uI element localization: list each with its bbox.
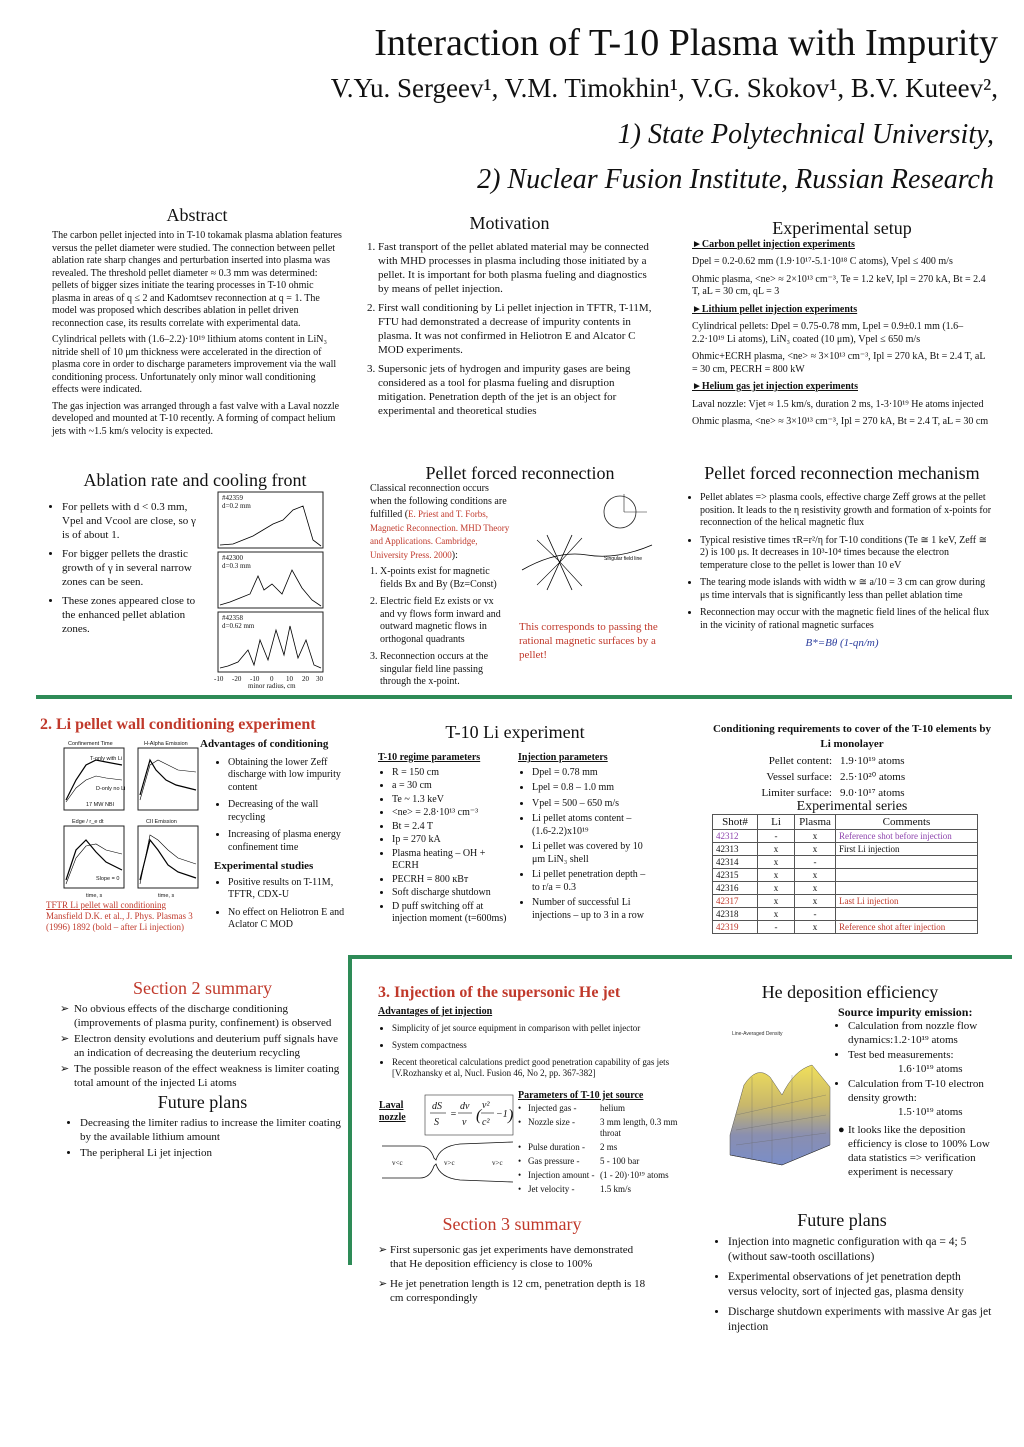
series-cell-plasma: x [795, 921, 836, 934]
series-cell-shot: 42318 [713, 908, 758, 921]
divider-top [36, 695, 1012, 699]
setup-he-heading: ►Helium gas jet injection experiments [692, 381, 858, 392]
setup-heading: Experimental setup [772, 218, 912, 238]
series-cell-li: - [758, 830, 795, 843]
series-cell-plasma: x [795, 869, 836, 882]
bullet-icon: • [518, 1156, 522, 1166]
series-cell-comment [836, 908, 978, 921]
mechanism-item: • Reconnection may occur with the magnetic field lines of the helical flux in the vicinity of rational magnetic surfaces [700, 607, 992, 632]
tftr-label: D-only no Li [96, 786, 126, 792]
heeff-item: Calculation from nozzle flow dynamics: [848, 1020, 978, 1046]
source-emission-heading: Source impurity emission: [838, 1005, 973, 1019]
abstract-section [52, 205, 342, 442]
series-cell-comment: Reference shot before injection [836, 830, 978, 843]
he-density-plot [722, 1025, 838, 1185]
mechanism-item: • The tearing mode islands with width w ≅ a/10 = 3 cm can grow during μs time intervals that is significantly less than pellet ablation time [700, 577, 992, 602]
series-cell-plasma: - [795, 856, 836, 869]
s3sum-item: First supersonic gas jet experiments have demonstrated that He deposition efficiency is close to 100% [390, 1244, 634, 1270]
divider-mid [348, 955, 1012, 959]
svg-text:): ) [508, 1107, 514, 1124]
jet-param-row [518, 1156, 693, 1167]
t10-regime-item: • <ne> = 2.8·10¹³ cm⁻³ [392, 807, 513, 820]
t10-regime-item: • Ip = 270 kA [392, 834, 513, 847]
jet-param-row [518, 1184, 693, 1195]
jet-param-key: Jet velocity - [528, 1184, 575, 1194]
ablation-xtick: 20 [302, 675, 309, 683]
series-heading: Experimental series [796, 799, 908, 814]
tftr-label: Slope = 0 [96, 876, 120, 882]
svg-text:dv: dv [460, 1101, 470, 1112]
svg-text:v: v [462, 1117, 467, 1128]
s2-future-item: • The peripheral Li jet injection [80, 1146, 345, 1160]
arrow-icon: ➢ [60, 1003, 70, 1015]
series-cell-li: x [758, 856, 795, 869]
tftr-figure [46, 740, 206, 900]
t10-inj-heading: Injection parameters [518, 752, 608, 763]
series-cell-plasma: x [795, 830, 836, 843]
tftr-label: 17 MW NBI [86, 802, 115, 808]
svg-text:c²: c² [482, 1117, 490, 1128]
he-plot-title: Line-Averaged Density [732, 1031, 783, 1037]
series-cell-plasma: x [795, 895, 836, 908]
series-cell-li: x [758, 869, 795, 882]
reconnection-diagram [512, 490, 662, 605]
reconnection-item: 1. X-points exist for magnetic fields Bx and By (Bz=Const) [380, 566, 510, 591]
li-wall-advantages [200, 738, 348, 937]
series-row [713, 856, 978, 869]
series-cell-comment: Reference shot after injection [836, 921, 978, 934]
series-cell-li: x [758, 908, 795, 921]
ablation-item: • For pellets with d < 0.3 mm, Vpel and Vcool are close, so γ is of about 1. [62, 500, 202, 542]
cond-label: Vessel surface: [766, 771, 832, 783]
poster-authors: V.Yu. Sergeev¹, V.M. Timokhin¹, V.G. Skokov¹, B.V. Kuteev², [330, 73, 998, 103]
t10-inj-item: • Li pellet was covered by 10 μm LiN₃ shell [532, 841, 653, 866]
hejet-adv-item: • Recent theoretical calculations predict good penetration capability of gas jets [V.Rozhansky et al, Nucl. Fusion 46, No 2, pp. 367-382] [392, 1057, 688, 1079]
jet-params-heading: Parameters of T-10 jet source [518, 1090, 644, 1101]
t10-inj-item: • Vpel = 500 – 650 m/s [532, 798, 653, 811]
mechanism-formula: B*=Bθ (1-qn/m) [805, 637, 879, 649]
t10-inj-item: • Number of successful Li injections – up to 3 in a row [532, 897, 653, 922]
svg-text:(: ( [476, 1107, 482, 1124]
arrow-icon: ➢ [378, 1244, 388, 1256]
t10-regime-item: • Plasma heating – OH + ECRH [392, 848, 513, 873]
s2sum-heading: Section 2 summary [133, 978, 272, 998]
heeff-item-value: 1.6·10¹⁹ atoms [898, 1063, 963, 1075]
series-cell-plasma: - [795, 908, 836, 921]
conditioning-heading: Conditioning requirements to cover of the T-10 elements by Li monolayer [712, 723, 992, 750]
svg-text:S: S [434, 1117, 439, 1128]
ablation-panel-1-d: d=0.2 mm [222, 502, 251, 510]
t10-regime-item: • Soft discharge shutdown [392, 887, 513, 900]
s3sum-heading: Section 3 summary [442, 1214, 582, 1234]
nozzle-label: v>c [492, 1159, 503, 1167]
series-table [712, 814, 978, 934]
tftr-panel-title: Confinement Time [68, 741, 113, 747]
series-cell-plasma: x [795, 882, 836, 895]
cond-value: 9.0·10¹⁷ atoms [840, 787, 905, 799]
s2sum-item: Electron density evolutions and deuterium puff signals have an indication of decreasing the deuterium recycling [74, 1033, 339, 1059]
li-adv-heading: Advantages of conditioning [200, 738, 329, 750]
t10-regime [378, 752, 513, 927]
hejet-adv-item: • Simplicity of jet source equipment in comparison with pellet injector [392, 1023, 688, 1034]
col-shot: Shot# [713, 815, 758, 830]
motivation-item: 1. Fast transport of the pellet ablated material may be connected with MHD processes in plasma including those initiated by a pellet. It is important for both plasma fueling and diagnostics by means of pellet injection. [378, 240, 657, 296]
tftr-label: T-only with Li [90, 756, 123, 762]
ablation-panel-2-d: d=0.3 mm [222, 562, 251, 570]
setup-li-2: Ohmic+ECRH plasma, <ne> ≈ 3×10¹³ cm⁻³, Ipl = 270 kA, Bt = 2.4 T, aL = 30 cm, PECRH = 800 kW [692, 351, 986, 375]
jet-params [518, 1090, 693, 1198]
jet-param-key: Gas pressure - [528, 1156, 580, 1166]
li-adv-item: • Increasing of plasma energy confinement time [228, 829, 348, 854]
t10li-heading: T-10 Li experiment [445, 722, 585, 742]
tftr-ref-title: TFTR Li pellet wall conditioning [46, 900, 166, 910]
series-cell-shot: 42312 [713, 830, 758, 843]
ablation-heading: Ablation rate and cooling front [83, 470, 307, 490]
setup-he-1: Laval nozzle: Vjet ≈ 1.5 km/s, duration 2 ms, 1-3·10¹⁹ He atoms injected [692, 398, 984, 410]
abstract-heading: Abstract [166, 205, 228, 225]
series-cell-shot: 42317 [713, 895, 758, 908]
series-cell-shot: 42315 [713, 869, 758, 882]
jet-param-row [518, 1103, 693, 1114]
li-adv-item: • Obtaining the lower Zeff discharge with low impurity content [228, 757, 348, 795]
series-row [713, 908, 978, 921]
li-studies-heading: Experimental studies [214, 860, 314, 872]
mechanism-heading: Pellet forced reconnection mechanism [704, 463, 980, 483]
motivation-heading: Motivation [469, 213, 550, 233]
heeff-heading: He deposition efficiency [761, 982, 939, 1002]
arrow-icon: ➢ [60, 1033, 70, 1045]
heeff-item: Test bed measurements: [848, 1049, 954, 1061]
ablation-panel-1-shot: #42359 [222, 494, 243, 502]
series-cell-shot: 42314 [713, 856, 758, 869]
s3sum-item: He jet penetration length is 12 cm, penetration depth is 18 cm correspondingly [390, 1278, 646, 1304]
conditioning-section [712, 722, 992, 815]
heeff-item-value: 1.5·10¹⁹ atoms [898, 1106, 963, 1118]
tftr-panel-title: H-Alpha Emission [144, 741, 188, 747]
t10-regime-item: • PECRH = 800 кВт [392, 874, 513, 887]
ablation-figure [198, 490, 338, 690]
jet-param-key: Nozzle size - [528, 1117, 575, 1127]
t10-inj-item: • Li pellet atoms content – (1.6-2.2)x10¹⁹ [532, 813, 653, 838]
tftr-panel-title: Edge / r_e dt [72, 819, 104, 825]
hejet-section [378, 984, 688, 1084]
jet-param-value: 1.5 km/s [600, 1184, 632, 1194]
ablation-item: • For bigger pellets the drastic growth of γ in several narrow zones can be seen. [62, 547, 202, 589]
t10-inj-item: • Dpel = 0.78 mm [532, 767, 653, 780]
abstract-p2: Cylindrical pellets with (1.6–2.2)·10¹⁹ lithium atoms content in LiN₃ nitride shell of 10 μm thickness were accelerated in the direction of plasma core in order to discharge parameters improvement via the wall conditioning process. Unfortunately only minor wall conditioning effects were indicated. [52, 334, 337, 395]
ablation-item: • These zones appeared close to the enhanced pellet ablation zones. [62, 594, 202, 636]
setup-li-heading: ►Lithium pellet injection experiments [692, 303, 858, 315]
mechanism-item: • Pellet ablates => plasma cools, effective charge Zeff grows at the pellet position. It leads to the η resistivity growth and formation of x-points for reconnection of the helical magnetic flux [700, 492, 992, 530]
ablation-xtick: 30 [316, 675, 323, 683]
bullet-icon: • [518, 1170, 522, 1180]
s2sum-item: The possible reason of the effect weakness is limiter coating total amount of the injected Li atoms [74, 1063, 340, 1089]
reconnection-text [370, 483, 510, 694]
hejet-adv-heading: Advantages of jet injection [378, 1006, 493, 1017]
ablation-xlabel: minor radius, cm [248, 682, 296, 690]
tftr-ref-citation: Mansfield D.K. et al., J. Phys. Plasmas 3 (1996) 1892 (bold – after Li injection) [46, 911, 193, 932]
laval-nozzle-diagram [380, 1140, 515, 1185]
jet-param-value: 2 ms [600, 1142, 618, 1152]
series-cell-shot: 42313 [713, 843, 758, 856]
jet-param-row [518, 1117, 693, 1139]
reconnection-intro-end: ): [451, 549, 458, 561]
jet-param-row [518, 1142, 693, 1153]
ablation-list [52, 500, 202, 641]
series-cell-shot: 42316 [713, 882, 758, 895]
nozzle-label: v<c [392, 1159, 403, 1167]
reconnection-intro: Classical reconnection occurs when the following conditions are fulfilled ( [370, 483, 507, 520]
future3-section [712, 1210, 992, 1340]
setup-carbon-heading: ►Carbon pellet injection experiments [692, 238, 855, 250]
tftr-ref [46, 900, 206, 933]
ablation-panel-2-shot: #42300 [222, 554, 243, 562]
setup-li-1: Cylindrical pellets: Dpel = 0.75-0.78 mm, Lpel = 0.9±0.1 mm (1.6–2.2·10¹⁹ Li atoms), LiN₃ coated (10 μm), Vpel ≤ 650 m/s [692, 321, 964, 345]
abstract-p3: The gas injection was arranged through a fast valve with a Laval nozzle developed and mounted at T-10 recently. A forming of compact helium jets with ~1.5 km/s velocity is expected. [52, 400, 340, 437]
bullet-icon: • [518, 1184, 522, 1194]
hejet-heading: 3. Injection of the supersonic He jet [378, 984, 621, 1001]
motivation-item: 2. First wall conditioning by Li pellet injection in TFTR, T-11M, FTU had demonstrated a decrease of impurity contents in plasma. It was not confirmed in Heliotron E and Alcator C MOD experiments. [378, 301, 657, 357]
ablation-panel-3-d: d=0.62 mm [222, 622, 255, 630]
series-cell-li: x [758, 843, 795, 856]
arrow-icon: ➢ [60, 1063, 70, 1075]
tftr-panel-title: CII Emission [146, 819, 177, 825]
t10-regime-item: • Te ~ 1.3 keV [392, 794, 513, 807]
setup-carbon-2: Ohmic plasma, <ne> ≈ 2×10¹³ cm⁻³, Te = 1.2 keV, Ipl = 270 kA, Bt = 2.4 T, aL = 30 cm, qL = 3 [692, 273, 986, 297]
motivation-section [362, 213, 657, 423]
bullet-icon: • [518, 1142, 522, 1152]
hejet-adv-item: • System compactness [392, 1040, 688, 1051]
t10-regime-item: • a = 30 cm [392, 780, 513, 793]
series-row [713, 882, 978, 895]
affiliation-1: 1) State Polytechnical University, [617, 119, 994, 150]
reconnection-note: This corresponds to passing the rational magnetic surfaces by a pellet! [519, 621, 658, 661]
heeff-text [838, 1005, 998, 1179]
bullet-icon: ● [838, 1124, 845, 1136]
reconnection-heading: Pellet forced reconnection [425, 463, 615, 483]
svg-text:=: = [450, 1109, 457, 1120]
cond-value: 1.9·10¹⁹ atoms [840, 755, 905, 767]
t10-injection [518, 752, 653, 925]
future3-heading: Future plans [797, 1210, 887, 1230]
ablation-xtick: 0 [270, 675, 274, 683]
col-plasma: Plasma [795, 815, 836, 830]
jet-param-value: (1 - 20)·10¹⁹ atoms [600, 1170, 669, 1180]
singular-field-line-label: Singular field line [604, 556, 643, 562]
li-adv-item: • Decreasing of the wall recycling [228, 799, 348, 824]
li-studies-item: • No effect on Heliotron E and Aclator C MOD [228, 907, 348, 932]
reconnection-item: 2. Electric field Ez exists or vx and vy flows form inward and outward magnetic flows in orthogonal quadrants [380, 596, 510, 646]
setup-carbon-1: Dpel = 0.2-0.62 mm (1.9·10¹⁷-5.1·10¹⁸ C atoms), Vpel ≤ 400 m/s [692, 256, 953, 267]
future3-item: • Discharge shutdown experiments with massive Ar gas jet injection [728, 1305, 992, 1335]
series-cell-comment [836, 869, 978, 882]
li-wall-heading: 2. Li pellet wall conditioning experiment [40, 716, 316, 733]
divider-vertical [348, 955, 352, 1265]
ablation-xtick: 10 [286, 675, 293, 683]
series-cell-plasma: x [795, 843, 836, 856]
tftr-xlabel: time, s [158, 893, 175, 899]
laval-label: Laval nozzle [379, 1100, 406, 1123]
bullet-icon: • [518, 1117, 522, 1127]
s2-future-heading: Future plans [157, 1092, 248, 1112]
cond-label: Limiter surface: [761, 787, 832, 799]
series-cell-comment: First Li injection [836, 843, 978, 856]
t10-inj-item: • Lpel = 0.8 – 1.0 mm [532, 782, 653, 795]
t10-regime-heading: T-10 regime parameters [378, 752, 481, 763]
jet-param-value: 3 mm length, 0.3 mm throat [600, 1117, 678, 1138]
ablation-xtick: -20 [232, 675, 242, 683]
series-cell-li: x [758, 895, 795, 908]
heeff-item-value: 1.2·10¹⁹ atoms [893, 1034, 958, 1046]
series-row [713, 869, 978, 882]
jet-param-key: Pulse duration - [528, 1142, 585, 1152]
series-row [713, 921, 978, 934]
series-cell-comment [836, 882, 978, 895]
setup-section [692, 218, 992, 434]
t10-regime-item: • D puff switching off at injection moment (t=600ms) [392, 901, 513, 926]
t10-regime-item: • Bt = 2.4 T [392, 821, 513, 834]
jet-param-row [518, 1170, 693, 1181]
affiliation-2: 2) Nuclear Fusion Institute, Russian Research [477, 164, 994, 195]
series-table-wrap [712, 814, 978, 934]
svg-text:dS: dS [432, 1101, 442, 1112]
t10-inj-item: • Li pellet penetration depth – to r/a = 0.3 [532, 869, 653, 894]
s2sum-item: No obvious effects of the discharge conditioning (improvements of plasma purity, confinement) is observed [74, 1003, 332, 1029]
col-li: Li [758, 815, 795, 830]
future3-item: • Injection into magnetic configuration with qa = 4; 5 (without saw-tooth oscillations) [728, 1235, 992, 1265]
ablation-xtick: -10 [214, 675, 224, 683]
poster-title: Interaction of T-10 Plasma with Impurity [374, 22, 998, 64]
mechanism-section [692, 463, 992, 649]
svg-text:v²: v² [482, 1100, 490, 1111]
heeff-item: Calculation from T-10 electron density growth: [848, 1078, 984, 1104]
series-row [713, 830, 978, 843]
heeff-conclusion: It looks like the deposition efficiency is close to 100% Low data statistics => verification experiment is necessary [848, 1124, 990, 1178]
series-cell-li: x [758, 882, 795, 895]
tftr-xlabel: time, s [86, 893, 103, 899]
li-studies-item: • Positive results on T-11M, TFTR, CDX-U [228, 877, 348, 902]
arrow-icon: ➢ [378, 1278, 388, 1290]
col-comments: Comments [836, 815, 978, 830]
bullet-icon: • [518, 1103, 522, 1113]
cond-label: Pellet content: [768, 755, 832, 767]
series-cell-comment: Last Li injection [836, 895, 978, 908]
motivation-item: 3. Supersonic jets of hydrogen and impurity gases are being considered as a tool for plasma fueling and disruption mitigation. Penetration depth of the jet is an object for experimental and theoretical studies [378, 362, 657, 418]
ablation-xtick: -10 [250, 675, 260, 683]
laval-formula [424, 1094, 514, 1136]
series-cell-shot: 42319 [713, 921, 758, 934]
svg-text:−1: −1 [496, 1109, 508, 1120]
series-row [713, 843, 978, 856]
jet-param-key: Injected gas - [528, 1103, 577, 1113]
series-cell-li: - [758, 921, 795, 934]
reconnection-item: 3. Reconnection occurs at the singular field line passing through the x-point. [380, 651, 510, 689]
ablation-panel-3-shot: #42358 [222, 614, 243, 622]
future3-item: • Experimental observations of jet penetration depth versus velocity, sort of injected gas, plasma density [728, 1270, 992, 1300]
nozzle-label: v>c [444, 1159, 455, 1167]
jet-param-value: helium [600, 1103, 625, 1113]
t10-regime-item: • R = 150 cm [392, 767, 513, 780]
setup-he-2: Ohmic plasma, <ne> ≈ 3×10¹³ cm⁻³, Ipl = 270 kA, Bt = 2.4 T, aL = 30 cm [692, 416, 989, 427]
mechanism-item: • Typical resistive times τR=r²/η for T-10 conditions (Te ≅ 1 keV, Zeff ≅ 2) is 100 μs. It decreases in 10³-10⁴ times because the electron temperature close to the pellet is lower than 10 eV [700, 535, 992, 573]
s3sum-section [378, 1214, 646, 1310]
jet-param-value: 5 - 100 bar [600, 1156, 640, 1166]
series-cell-comment [836, 856, 978, 869]
s2-future-item: • Decreasing the limiter radius to increase the limiter coating by the available lithium amount [80, 1116, 345, 1144]
jet-param-key: Injection amount - [528, 1170, 595, 1180]
reconnection-ref: E. Priest and T. Forbs, Magnetic Reconnection. MHD Theory and Applications. Cambridge, University Press. 2000 [370, 509, 510, 560]
cond-value: 2.5·10²⁰ atoms [840, 771, 906, 783]
series-row [713, 895, 978, 908]
s2sum-section [60, 978, 345, 1165]
abstract-p1: The carbon pellet injected into in T-10 tokamak plasma ablation features versus the pellet diameter were studied. The connection between pellet ablation rate sharp changes and perturbation inserted into plasma was revealed. The threshold pellet diameter ≈ 0.3 mm was determined: pellets of bigger sizes initiate the tearing processes in T-10 ohmic plasma in areas of q ≤ 2 and Kadomtsev reconnection at q = 1. The model was proposed which describes ablation in pellet driven reconnection case, its results correlate with experimental data. [52, 230, 342, 329]
